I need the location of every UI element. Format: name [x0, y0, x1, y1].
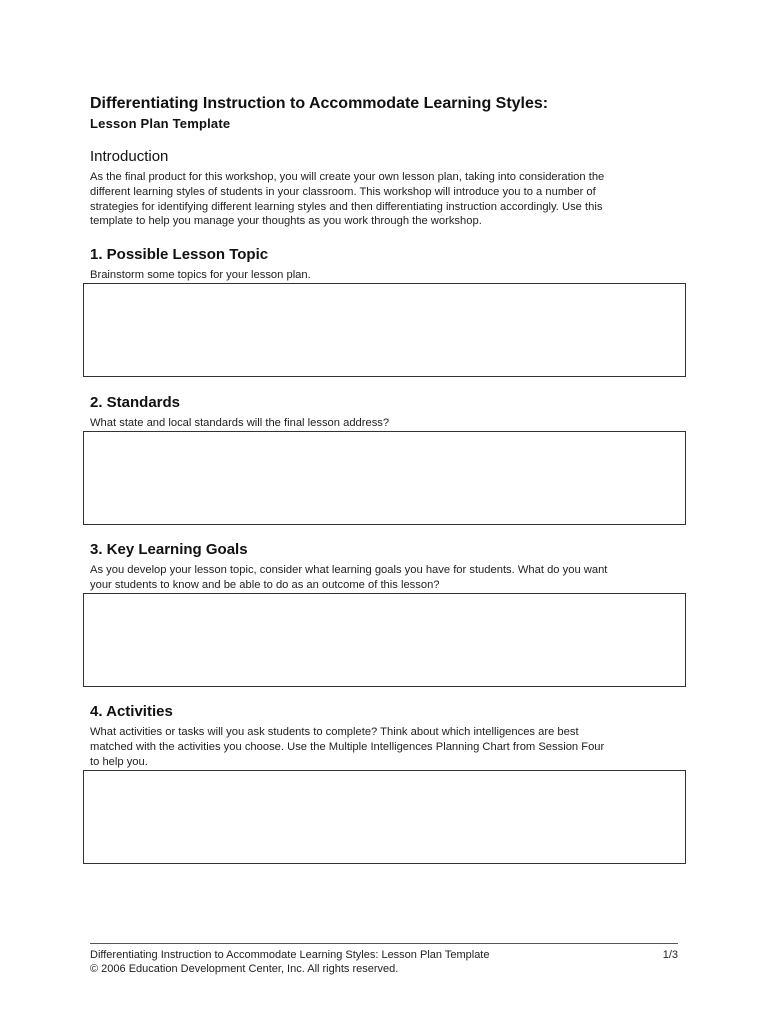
section-3-prompt [90, 563, 680, 593]
document-title: Differentiating Instruction to Accommodate Learning Styles: [90, 95, 549, 112]
footer-page-number: 1/3 [662, 949, 678, 961]
section-4-prompt-line: What activities or tasks will you ask students to complete? Think about which intelligences are best [90, 726, 579, 738]
section-4-prompt-line: matched with the activities you choose. Use the Multiple Intelligences Planning Chart from Session Four [90, 740, 605, 753]
section-1-heading: 1. Possible Lesson Topic [90, 246, 269, 263]
introduction-heading: Introduction [90, 148, 169, 165]
introduction-line: template to help you manage your thoughts as you work through the workshop. [90, 215, 482, 228]
section-4-prompt [90, 725, 680, 769]
introduction-line: As the final product for this workshop, you will create your own lesson plan, taking into consideration the [90, 171, 605, 183]
section-1-prompt [90, 268, 680, 283]
footer-divider [90, 943, 678, 944]
section-2-prompt [90, 416, 680, 431]
section-2-prompt-line: What state and local standards will the final lesson address? [90, 417, 390, 429]
section-1-answer-box[interactable] [83, 283, 686, 377]
section-2-heading: 2. Standards [90, 394, 181, 411]
document-subtitle: Lesson Plan Template [90, 116, 231, 131]
section-3-prompt-line: As you develop your lesson topic, consider what learning goals you have for students. What do you want [90, 564, 608, 576]
section-2-answer-box[interactable] [83, 431, 686, 525]
section-4-answer-box[interactable] [83, 770, 686, 864]
section-4-prompt-line: to help you. [90, 755, 148, 768]
introduction-line: strategies for identifying different learning styles and then differentiating instruction accordingly. Use this [90, 200, 603, 213]
section-3-answer-box[interactable] [83, 593, 686, 687]
section-3-prompt-line: your students to know and be able to do as an outcome of this lesson? [90, 578, 440, 591]
section-3-heading: 3. Key Learning Goals [90, 541, 248, 558]
introduction-line: different learning styles of students in your classroom. This workshop will introduce you to a number of [90, 185, 596, 198]
footer-document-title: Differentiating Instruction to Accommodate Learning Styles: Lesson Plan Template [90, 949, 490, 961]
introduction-text [90, 170, 680, 229]
section-1-prompt-line: Brainstorm some topics for your lesson plan. [90, 269, 311, 281]
section-4-heading: 4. Activities [90, 703, 173, 720]
footer-copyright: © 2006 Education Development Center, Inc. All rights reserved. [90, 963, 399, 975]
